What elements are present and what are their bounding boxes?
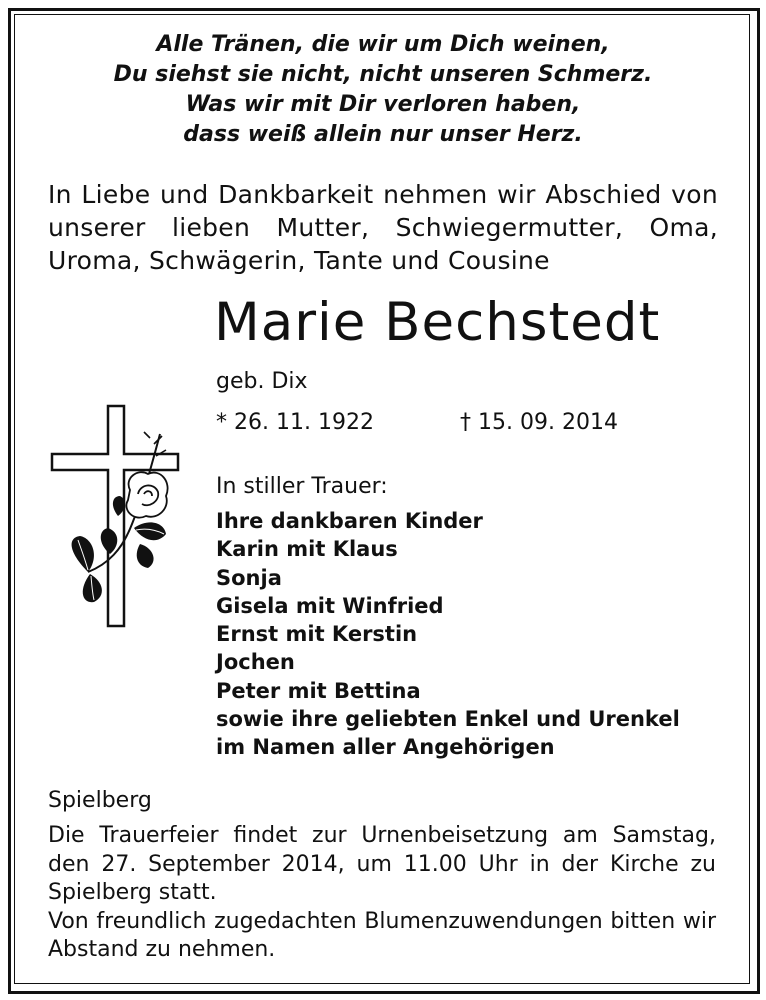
service-info xyxy=(48,822,716,965)
mourner-line: Gisela mit Winfried xyxy=(216,593,444,618)
mourner-line: Ihre dankbaren Kinder xyxy=(216,509,483,533)
birth-date: * 26. 11. 1922 xyxy=(216,410,374,435)
poem-line-3: Was wir mit Dir verloren haben, xyxy=(185,92,581,117)
mourner-line: sowie ihre geliebten Enkel und Urenkel xyxy=(216,707,680,732)
deceased-name: Marie Bechstedt xyxy=(214,292,661,353)
intro-text: In Liebe und Dankbarkeit nehmen wir Abschied von unserer lieben Mutter, Schwiegermutter, Oma, Uroma, Schwägerin, Tante und Cousine xyxy=(48,180,718,275)
mourners-label: In stiller Trauer: xyxy=(216,474,388,499)
death-date: † 15. 09. 2014 xyxy=(460,410,618,435)
mourner-line: Sonja xyxy=(216,565,282,590)
poem xyxy=(0,30,766,150)
flowers-text: Von freundlich zugedachten Blumenzuwendungen bitten wir Abstand zu nehmen. xyxy=(48,908,716,963)
poem-line-4: dass weiß allein nur unser Herz. xyxy=(183,122,583,147)
cross-rose-icon xyxy=(48,404,182,628)
place: Spielberg xyxy=(48,788,152,813)
poem-line-1: Alle Tränen, die wir um Dich weinen, xyxy=(156,32,610,57)
maiden-name: geb. Dix xyxy=(216,369,308,394)
mourner-line: Peter mit Bettina xyxy=(216,678,421,703)
mourner-line: Ernst mit Kerstin xyxy=(216,622,418,647)
mourners-list xyxy=(216,507,680,762)
mourner-line: Karin mit Klaus xyxy=(216,537,398,562)
mourner-line: im Namen aller Angehörigen xyxy=(216,735,555,760)
ceremony-text: Die Trauerfeier findet zur Urnenbeisetzung am Samstag, den 27. September 2014, um 11.00 Uhr in der Kirche zu Spielberg statt. xyxy=(48,823,716,906)
poem-line-2: Du siehst sie nicht, nicht unseren Schmerz. xyxy=(113,62,653,87)
mourner-line: Jochen xyxy=(216,650,295,675)
